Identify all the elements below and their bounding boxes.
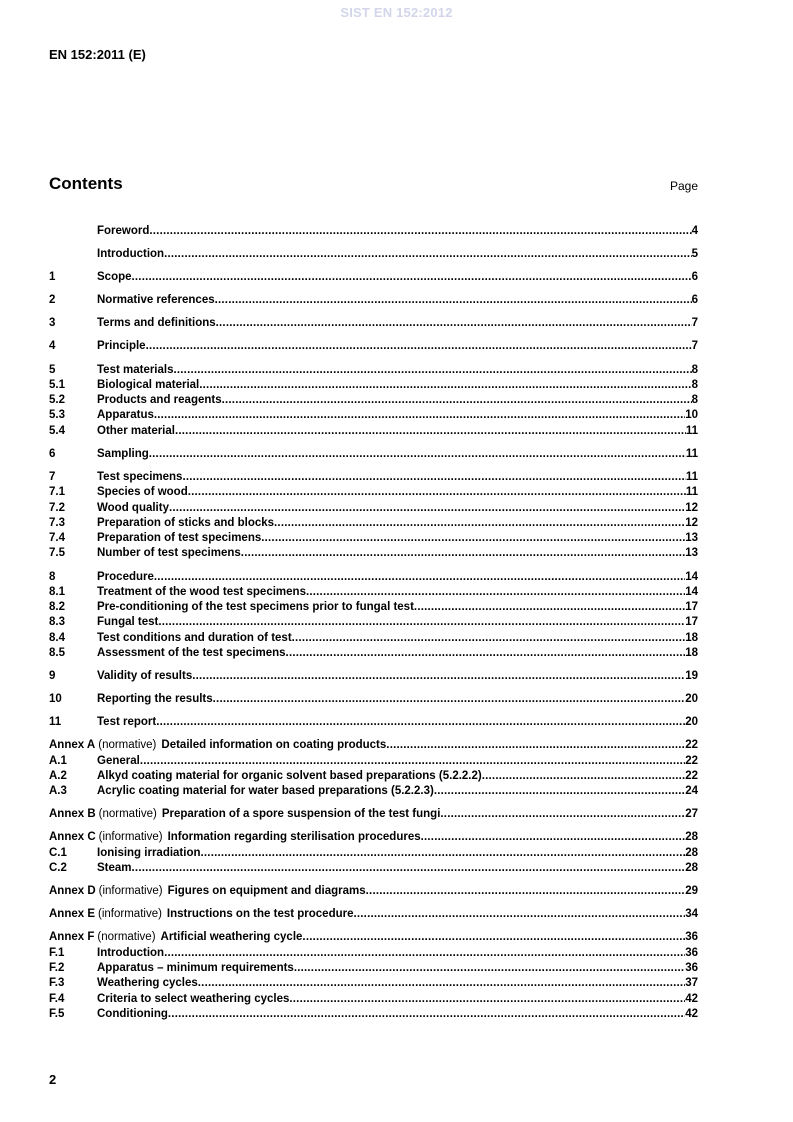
annex-label: Annex A [49, 739, 96, 752]
toc-entry-number: 8.3 [49, 616, 65, 629]
toc-entry[interactable] [49, 293, 698, 308]
toc-entry[interactable] [49, 930, 698, 945]
toc-entry-page: 13 [685, 547, 698, 560]
dot-leader [169, 501, 685, 516]
toc-entry[interactable] [49, 907, 698, 922]
toc-entry-page: 12 [685, 516, 698, 529]
toc-entry-title: Reporting the results [97, 693, 213, 706]
dot-leader [213, 692, 686, 707]
toc-entry[interactable] [49, 738, 698, 753]
dot-leader [289, 992, 685, 1007]
dot-leader [149, 447, 686, 462]
toc-entry-page: 34 [685, 908, 698, 921]
contents-title: Contents [49, 174, 123, 193]
toc-entry-page: 7 [691, 317, 698, 330]
toc-entry-number: C.1 [49, 846, 67, 859]
toc-entry[interactable] [49, 646, 698, 661]
toc-entry-page: 7 [691, 340, 698, 353]
dot-leader [482, 769, 685, 784]
toc-entry-title: Terms and definitions [97, 317, 216, 330]
toc-entry[interactable] [49, 570, 698, 585]
toc-entry[interactable] [49, 600, 698, 615]
dot-leader [164, 946, 685, 961]
toc-entry[interactable] [49, 270, 698, 285]
dot-leader [302, 930, 685, 945]
toc-entry[interactable] [49, 470, 698, 485]
toc-entry[interactable] [49, 631, 698, 646]
toc-entry-number: A.3 [49, 785, 67, 798]
toc-entry[interactable] [49, 247, 698, 262]
toc-group [49, 470, 698, 562]
annex-label: Annex E [49, 908, 96, 921]
annex-type: (normative) [97, 931, 156, 944]
toc-entry-title: Foreword [97, 225, 150, 237]
toc-entry[interactable] [49, 769, 698, 784]
dot-leader [158, 615, 685, 630]
toc-entry[interactable] [49, 754, 698, 769]
toc-entry-title: Number of test specimens [97, 547, 241, 560]
toc-entry-page: 11 [685, 424, 698, 437]
toc-entry-page: 37 [685, 977, 698, 990]
dot-leader [174, 363, 692, 378]
toc-entry[interactable] [49, 946, 698, 961]
toc-entry[interactable] [49, 1007, 698, 1022]
toc-entry-number: 7.2 [49, 501, 65, 514]
toc-entry-title: Sampling [97, 447, 149, 460]
toc-entry-title: Alkyd coating material for organic solvent based preparations (5.2.2.2) [97, 769, 482, 782]
toc-entry-title: Validity of results [97, 670, 193, 683]
toc-entry[interactable] [49, 669, 698, 684]
toc-entry[interactable] [49, 339, 698, 354]
toc-entry-title: Preparation of a spore suspension of the test fungi [161, 808, 441, 821]
toc-entry-number: 7.5 [49, 547, 65, 560]
toc-entry-page: 5 [691, 248, 698, 261]
toc-entry-title: Artificial weathering cycle [160, 931, 303, 944]
toc-entry-number: 11 [49, 716, 62, 729]
dot-leader [215, 293, 692, 308]
annex-type: (normative) [98, 808, 157, 821]
toc-entry-number: 5.4 [49, 424, 65, 437]
page-number: 2 [49, 1072, 57, 1087]
toc-group [49, 692, 698, 707]
toc-entry-title: Pre-conditioning of the test specimens prior to fungal test [97, 601, 414, 614]
toc-entry-page: 42 [685, 992, 698, 1005]
dot-leader [168, 1007, 685, 1022]
toc-entry-number: 8.4 [49, 631, 65, 644]
toc-entry-page: 18 [685, 631, 698, 644]
toc-entry-title: Test conditions and duration of test [97, 631, 292, 644]
toc-entry-title: Detailed information on coating products [161, 739, 387, 752]
toc-entry-title: Fungal test [97, 616, 159, 629]
toc-entry-page: 6 [691, 294, 698, 307]
toc-entry[interactable] [49, 784, 698, 799]
toc-group [49, 293, 698, 308]
toc-entry[interactable] [49, 992, 698, 1007]
toc-entry-number: 5 [49, 363, 56, 376]
toc-entry-title: Assessment of the test specimens [97, 647, 286, 659]
toc-entry-title: Preparation of test specimens [97, 532, 262, 545]
document-id: EN 152:2011 (E) [49, 47, 146, 62]
toc-entry[interactable] [49, 447, 698, 462]
dot-leader [386, 738, 685, 753]
toc-entry-number: 2 [49, 294, 56, 307]
toc-entry[interactable] [49, 378, 698, 393]
toc-entry-page: 28 [685, 846, 698, 859]
toc-group [49, 715, 698, 730]
toc-entry[interactable] [49, 585, 698, 600]
toc-entry[interactable] [49, 715, 698, 730]
toc-entry-page: 28 [685, 862, 698, 875]
toc-entry-page: 8 [691, 394, 698, 407]
toc-entry-page: 19 [685, 670, 698, 683]
toc-entry-number: 4 [49, 340, 56, 353]
toc-entry-page: 36 [685, 961, 698, 974]
dot-leader [261, 531, 685, 546]
dot-leader [201, 846, 686, 861]
toc-entry-number: 8.2 [49, 601, 65, 614]
annex-label: Annex F [49, 931, 95, 944]
toc-entry-page: 22 [685, 769, 698, 782]
toc-entry-number: F.5 [49, 1007, 65, 1020]
annex-label: Annex B [49, 808, 96, 821]
toc-entry[interactable] [49, 846, 698, 861]
toc-entry-page: 11 [685, 447, 698, 460]
toc-entry-page: 8 [691, 363, 698, 376]
toc-entry-page: 17 [685, 616, 698, 629]
dot-leader [146, 339, 692, 354]
toc-entry-number: 10 [49, 693, 62, 706]
toc-entry-number: 7.3 [49, 516, 65, 529]
toc-entry-title: Procedure [97, 570, 154, 583]
toc-group [49, 363, 698, 439]
dot-leader [434, 784, 685, 799]
toc-entry[interactable] [49, 363, 698, 378]
toc-entry-title: Ionising irradiation [97, 846, 201, 859]
table-of-contents [49, 224, 698, 1030]
toc-entry-page: 42 [685, 1007, 698, 1020]
watermark: SIST EN 152:2012 [340, 5, 453, 20]
toc-entry-page: 28 [685, 831, 698, 844]
toc-group [49, 884, 698, 899]
toc-entry-page: 12 [685, 501, 698, 514]
toc-entry-page: 24 [685, 785, 698, 798]
toc-group [49, 738, 698, 799]
toc-entry[interactable] [49, 393, 698, 408]
toc-entry-title: Introduction [97, 946, 165, 959]
dot-leader [222, 393, 692, 408]
toc-entry[interactable] [49, 615, 698, 630]
toc-entry-page: 22 [685, 754, 698, 767]
toc-entry-title: Principle [97, 340, 146, 353]
toc-entry[interactable] [49, 516, 698, 531]
dot-leader [188, 485, 686, 500]
toc-entry-number: 8 [49, 570, 56, 583]
toc-entry-title: Wood quality [97, 501, 169, 514]
toc-entry-page: 8 [691, 378, 698, 391]
toc-group [49, 930, 698, 1022]
toc-entry[interactable] [49, 861, 698, 876]
toc-entry-title: Other material [97, 424, 175, 437]
toc-entry[interactable] [49, 807, 698, 822]
dot-leader [154, 408, 685, 423]
dot-leader [216, 316, 692, 331]
page-column-label: Page [669, 179, 698, 193]
dot-leader [132, 861, 686, 876]
toc-entry-number: F.4 [49, 992, 65, 1005]
toc-entry-number: 7.1 [49, 486, 65, 499]
toc-entry-number: 5.3 [49, 409, 65, 422]
toc-entry-number: A.2 [49, 769, 67, 782]
toc-entry-number: F.3 [49, 977, 65, 990]
toc-group [49, 316, 698, 331]
toc-entry-number: C.2 [49, 862, 67, 875]
dot-leader [175, 424, 686, 439]
dot-leader [149, 224, 691, 239]
dot-leader [306, 585, 685, 600]
dot-leader [421, 830, 686, 845]
toc-entry-title: Test report [97, 716, 157, 729]
toc-entry-page: 20 [685, 693, 698, 706]
dot-leader [292, 631, 686, 646]
dot-leader [294, 961, 685, 976]
toc-entry-page: 22 [685, 739, 698, 752]
toc-entry-number: 6 [49, 447, 56, 460]
dot-leader [156, 715, 685, 730]
annex-label: Annex C [49, 831, 96, 844]
toc-entry[interactable] [49, 546, 698, 561]
toc-group [49, 907, 698, 922]
toc-entry-page: 36 [685, 946, 698, 959]
toc-entry-number: F.2 [49, 961, 65, 974]
toc-entry[interactable] [49, 424, 698, 439]
toc-entry-title: Instructions on the test procedure [166, 908, 354, 921]
toc-group [49, 339, 698, 354]
toc-group [49, 270, 698, 285]
annex-type: (informative) [98, 831, 163, 844]
toc-entry-page: 13 [685, 532, 698, 545]
dot-leader [199, 378, 691, 393]
toc-entry-title: Conditioning [97, 1007, 168, 1020]
toc-entry-number: 1 [49, 271, 56, 284]
toc-entry-title: Steam [97, 862, 132, 875]
toc-entry-title: Test materials [97, 363, 174, 376]
toc-entry-title: Figures on equipment and diagrams [167, 885, 366, 898]
toc-entry-page: 20 [685, 716, 698, 729]
toc-entry-title: Acrylic coating material for water based preparations (5.2.2.3) [97, 785, 434, 798]
toc-entry-title: Information regarding sterilisation procedures [167, 831, 421, 844]
toc-entry-page: 4 [691, 225, 698, 237]
toc-group [49, 247, 698, 262]
toc-group [49, 830, 698, 876]
dot-leader [140, 754, 685, 769]
toc-group [49, 669, 698, 684]
toc-entry-number: 7.4 [49, 532, 65, 545]
toc-entry-page: 10 [685, 409, 698, 422]
dot-leader [274, 516, 685, 531]
dot-leader [366, 884, 686, 899]
toc-entry[interactable] [49, 501, 698, 516]
toc-entry[interactable] [49, 316, 698, 331]
toc-group [49, 807, 698, 822]
toc-entry-page: 27 [685, 808, 698, 821]
toc-entry-title: Criteria to select weathering cycles [97, 992, 290, 1005]
toc-entry-title: Scope [97, 271, 132, 284]
toc-entry[interactable] [49, 408, 698, 423]
dot-leader [154, 570, 685, 585]
toc-entry-title: General [97, 754, 140, 767]
toc-entry-title: Normative references [97, 294, 215, 307]
annex-type: (normative) [98, 739, 157, 752]
toc-entry-number: 9 [49, 670, 56, 683]
toc-entry[interactable] [49, 692, 698, 707]
toc-entry-page: 11 [685, 470, 698, 483]
toc-entry-number: F.1 [49, 946, 65, 959]
toc-entry-number: 5.2 [49, 394, 65, 407]
toc-entry-title: Biological material [97, 378, 200, 391]
toc-entry-title: Weathering cycles [97, 977, 198, 990]
toc-entry-page: 36 [685, 931, 698, 944]
toc-entry-title: Test specimens [97, 470, 183, 483]
toc-entry[interactable] [49, 485, 698, 500]
toc-entry-page: 14 [685, 585, 698, 598]
toc-entry-title: Introduction [97, 248, 165, 261]
toc-entry-number: 8.5 [49, 647, 65, 659]
toc-entry[interactable] [49, 531, 698, 546]
toc-entry-number: 3 [49, 317, 56, 330]
toc-entry-number: 5.1 [49, 378, 65, 391]
toc-entry-page: 29 [685, 885, 698, 898]
toc-entry-number: A.1 [49, 754, 67, 767]
toc-entry-number: 7 [49, 470, 56, 483]
toc-group [49, 570, 698, 662]
dot-leader [440, 807, 685, 822]
annex-label: Annex D [49, 885, 96, 898]
toc-entry-title: Preparation of sticks and blocks [97, 516, 275, 529]
annex-type: (informative) [98, 885, 163, 898]
toc-entry-number: 8.1 [49, 585, 65, 598]
dot-leader [414, 600, 685, 615]
toc-entry-title: Apparatus – minimum requirements [97, 961, 294, 974]
dot-leader [354, 907, 686, 922]
toc-entry-page: 17 [685, 601, 698, 614]
toc-group [49, 224, 698, 239]
toc-entry-page: 18 [685, 647, 698, 659]
dot-leader [164, 247, 692, 262]
dot-leader [182, 470, 685, 485]
toc-entry-title: Products and reagents [97, 394, 222, 407]
toc-entry-page: 6 [691, 271, 698, 284]
toc-entry[interactable] [49, 224, 698, 239]
toc-entry-page: 11 [685, 486, 698, 499]
dot-leader [241, 546, 685, 561]
toc-entry[interactable] [49, 884, 698, 899]
toc-entry-title: Apparatus [97, 409, 154, 422]
dot-leader [286, 646, 686, 661]
toc-entry[interactable] [49, 976, 698, 991]
dot-leader [132, 270, 692, 285]
toc-entry[interactable] [49, 961, 698, 976]
dot-leader [198, 976, 685, 991]
toc-entry-title: Species of wood [97, 486, 188, 499]
dot-leader [192, 669, 685, 684]
toc-entry-page: 14 [685, 570, 698, 583]
toc-group [49, 447, 698, 462]
toc-entry-title: Treatment of the wood test specimens [97, 585, 306, 598]
annex-type: (informative) [98, 908, 162, 921]
toc-entry[interactable] [49, 830, 698, 845]
